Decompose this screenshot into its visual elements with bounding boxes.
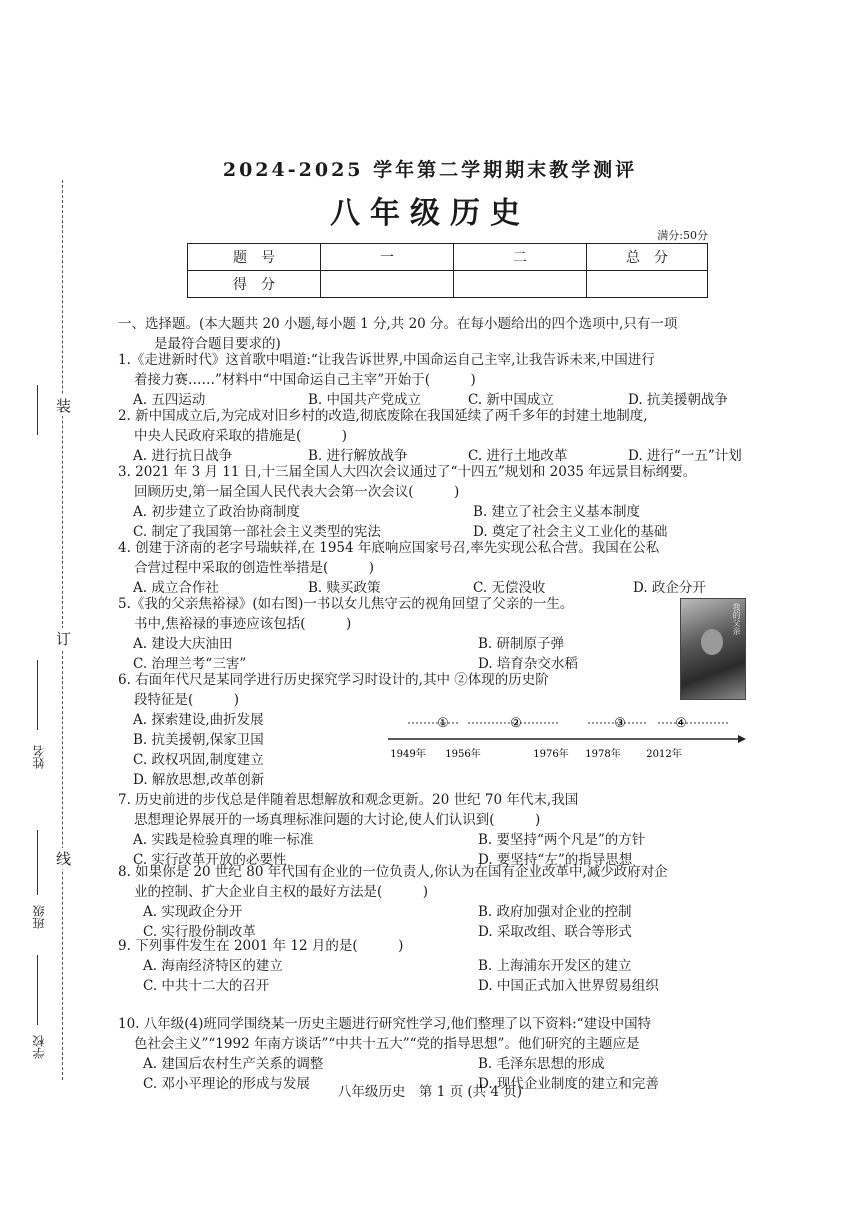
option-d[interactable]: D. 现代企业制度的建立和完善 [478,1076,659,1092]
score-blank-cell[interactable] [454,271,587,298]
question-stem-cont: 思想理论界展开的一场真理标准问题的大讨论,使人们认识到( ) [134,812,541,828]
option-d[interactable]: D. 采取改组、联合等形式 [478,924,632,940]
jiao-yulu-book-photo [680,598,746,700]
question-stem-cont: 业的控制、扩大企业自主权的最好方法是( ) [134,884,429,900]
question-stem: 7. 历史前进的步伐总是伴随着思想解放和观念更新。20 世纪 70 年代末,我国 [118,792,579,808]
option-c[interactable]: C. 无偿没收 [473,580,546,596]
option-a[interactable]: A. 五四运动 [133,392,206,408]
options-row [118,956,778,976]
option-a[interactable]: A. 建国后农村生产关系的调整 [143,1056,324,1072]
timeline-segment-2: ② [510,716,522,731]
timeline-chart [388,713,746,761]
option-c[interactable]: C. 政权巩固,制度建立 [133,752,264,768]
option-a[interactable]: A. 进行抗日战争 [133,448,233,464]
option-a[interactable]: A. 探索建设,曲折发展 [133,712,264,728]
photo-caption: 我的父亲 [732,603,741,635]
section-heading-line1: 一、选择题。(本大题共 20 小题,每小题 1 分,共 20 分。在每小题给出的四个选项中,只有一项 [118,316,678,332]
subject-title: 八年级历史 [330,196,530,231]
option-c[interactable]: C. 进行土地改革 [468,448,568,464]
timeline-year: 1956年 [445,749,481,760]
question-4 [118,538,778,598]
portrait-face [701,629,723,655]
option-b[interactable]: B. 上海浦东开发区的建立 [478,958,632,974]
options-row [118,902,778,922]
option-a[interactable]: A. 实践是检验真理的唯一标准 [133,832,314,848]
option-c[interactable]: C. 中共十二大的召开 [143,978,270,994]
score-header-cell: 题 号 [188,244,321,271]
option-d[interactable]: D. 进行“一五”计划 [628,448,742,464]
question-9 [118,936,778,996]
option-d[interactable]: D. 抗美援朝战争 [628,392,728,408]
side-label-school: 学校 [32,1035,46,1059]
school-blank-line [37,955,38,1025]
option-a[interactable]: A. 实现政企分开 [143,904,243,920]
section-heading-line2: 是最符合题目要求的) [154,336,281,352]
timeline-segment-3: ③ [614,716,626,731]
timeline-year: 1978年 [585,749,621,760]
option-d[interactable]: D. 解放思想,改革创新 [133,772,265,788]
option-c[interactable]: C. 实行改革开放的必要性 [133,852,287,868]
question-stem-cont: 段特征是( ) [134,692,240,708]
option-d[interactable]: D. 培育杂交水稻 [478,656,578,672]
score-header-cell: 二 [454,244,587,271]
option-d[interactable]: D. 政企分开 [633,580,706,596]
timeline-segment-4: ④ [675,716,687,731]
score-row-label: 得 分 [188,271,321,298]
question-stem-cont: 回顾历史,第一届全国人民代表大会第一次会议( ) [134,484,460,500]
side-blank-bar [37,385,38,435]
page-footer: 八年级历史 第 1 页 (共 4 页) [337,1084,523,1100]
side-label-name: 姓名 [32,745,46,769]
question-stem: 1.《走进新时代》这首歌中唱道:“让我告诉世界,中国命运自己主宰,让我告诉未来,中国进行 [118,352,655,368]
exam-title: 2024-2025 学年第二学期期末教学测评 [222,159,638,181]
question-stem: 4. 创建于济南的老字号瑞蚨祥,在 1954 年底响应国家号召,率先实现公私合营。我国在公私 [118,540,660,556]
question-5 [118,594,678,674]
section-heading [118,314,748,354]
score-blank-cell[interactable] [321,271,454,298]
timeline-segment-1: ① [437,716,449,731]
timeline-year: 1976年 [533,749,569,760]
option-b[interactable]: B. 中国共产党成立 [308,392,422,408]
option-d[interactable]: D. 奠定了社会主义工业化的基础 [473,524,668,540]
option-b[interactable]: B. 要坚持“两个凡是”的方针 [478,832,646,848]
question-stem-cont: 色社会主义”“1992 年南方谈话”“中共十五大”“党的指导思想”。他们研究的主题应是 [134,1036,640,1052]
question-stem: 8. 如果你是 20 世纪 80 年代国有企业的一位负责人,你认为在国有企业改革中,减少政府对企 [118,864,668,880]
question-1 [118,350,778,410]
question-stem: 3. 2021 年 3 月 11 日,十三届全国人大四次会议通过了“十四五”规划和 2035 年远景目标纲要。 [118,464,697,480]
question-stem: 2. 新中国成立后,为完成对旧乡村的改造,彻底废除在我国延续了两千多年的封建土地制度, [118,408,648,424]
question-stem-cont: 合营过程中采取的创造性举措是( ) [134,560,375,576]
score-header-cell: 总 分 [587,244,708,271]
options-row [118,502,778,522]
question-stem: 6. 右面年代尺是某同学进行历史探究学习时设计的,其中 ②体现的历史阶 [118,672,549,688]
score-table [187,243,708,298]
question-7 [118,790,748,870]
options-row [118,634,678,654]
option-c[interactable]: C. 治理兰考“三害” [133,656,247,672]
name-blank-line [37,660,38,730]
option-a[interactable]: A. 海南经济特区的建立 [143,958,283,974]
binding-char-ding: 订 [56,630,72,648]
option-b[interactable]: B. 建立了社会主义基本制度 [473,504,641,520]
options-row [118,976,778,996]
option-c[interactable]: C. 制定了我国第一部社会主义类型的宪法 [133,524,381,540]
option-d[interactable]: D. 中国正式加入世界贸易组织 [478,978,659,994]
option-b[interactable]: B. 毛泽东思想的形成 [478,1056,605,1072]
full-marks: 满分:50分 [657,229,708,242]
question-stem-cont: 书中,焦裕禄的事迹应该包括( ) [134,616,352,632]
option-c[interactable]: C. 邓小平理论的形成与发展 [143,1076,310,1092]
option-b[interactable]: B. 政府加强对企业的控制 [478,904,632,920]
question-8 [118,862,778,942]
score-blank-cell[interactable] [587,271,708,298]
option-c[interactable]: C. 实行股份制改革 [143,924,256,940]
question-stem-cont: 中央人民政府采取的措施是( ) [134,428,348,444]
timeline-year: 1949年 [390,749,426,760]
options-row [118,770,678,790]
question-2 [118,406,778,466]
binding-char-xian: 线 [56,850,72,868]
question-3 [118,462,778,542]
question-stem: 10. 八年级(4)班同学围绕某一历史主题进行研究性学习,他们整理了以下资料:“建设中国特 [118,1016,652,1032]
class-blank-line [37,830,38,895]
binding-char-zhuang: 装 [56,397,72,415]
option-a[interactable]: A. 成立合作社 [133,580,219,596]
option-b[interactable]: B. 赎买政策 [308,580,381,596]
option-b[interactable]: B. 进行解放战争 [308,448,408,464]
score-header-cell: 一 [321,244,454,271]
question-stem: 9. 下列事件发生在 2001 年 12 月的是( ) [118,938,404,954]
option-b[interactable]: B. 研制原子弹 [478,636,565,652]
question-stem-cont: 着接力赛……”材料中“中国命运自己主宰”开始于( ) [134,372,476,388]
option-d[interactable]: D. 要坚持“左”的指导思想 [478,852,633,868]
options-row [118,830,748,850]
option-b[interactable]: B. 抗美援朝,保家卫国 [133,732,264,748]
question-stem: 5.《我的父亲焦裕禄》(如右图)一书以女儿焦守云的视角回望了父亲的一生。 [118,596,574,612]
options-row [118,1054,778,1074]
option-c[interactable]: C. 新中国成立 [468,392,554,408]
timeline-year: 2012年 [646,749,682,760]
side-label-class: 班级 [32,905,46,929]
option-a[interactable]: A. 建设大庆油田 [133,636,233,652]
option-a[interactable]: A. 初步建立了政治协商制度 [133,504,300,520]
